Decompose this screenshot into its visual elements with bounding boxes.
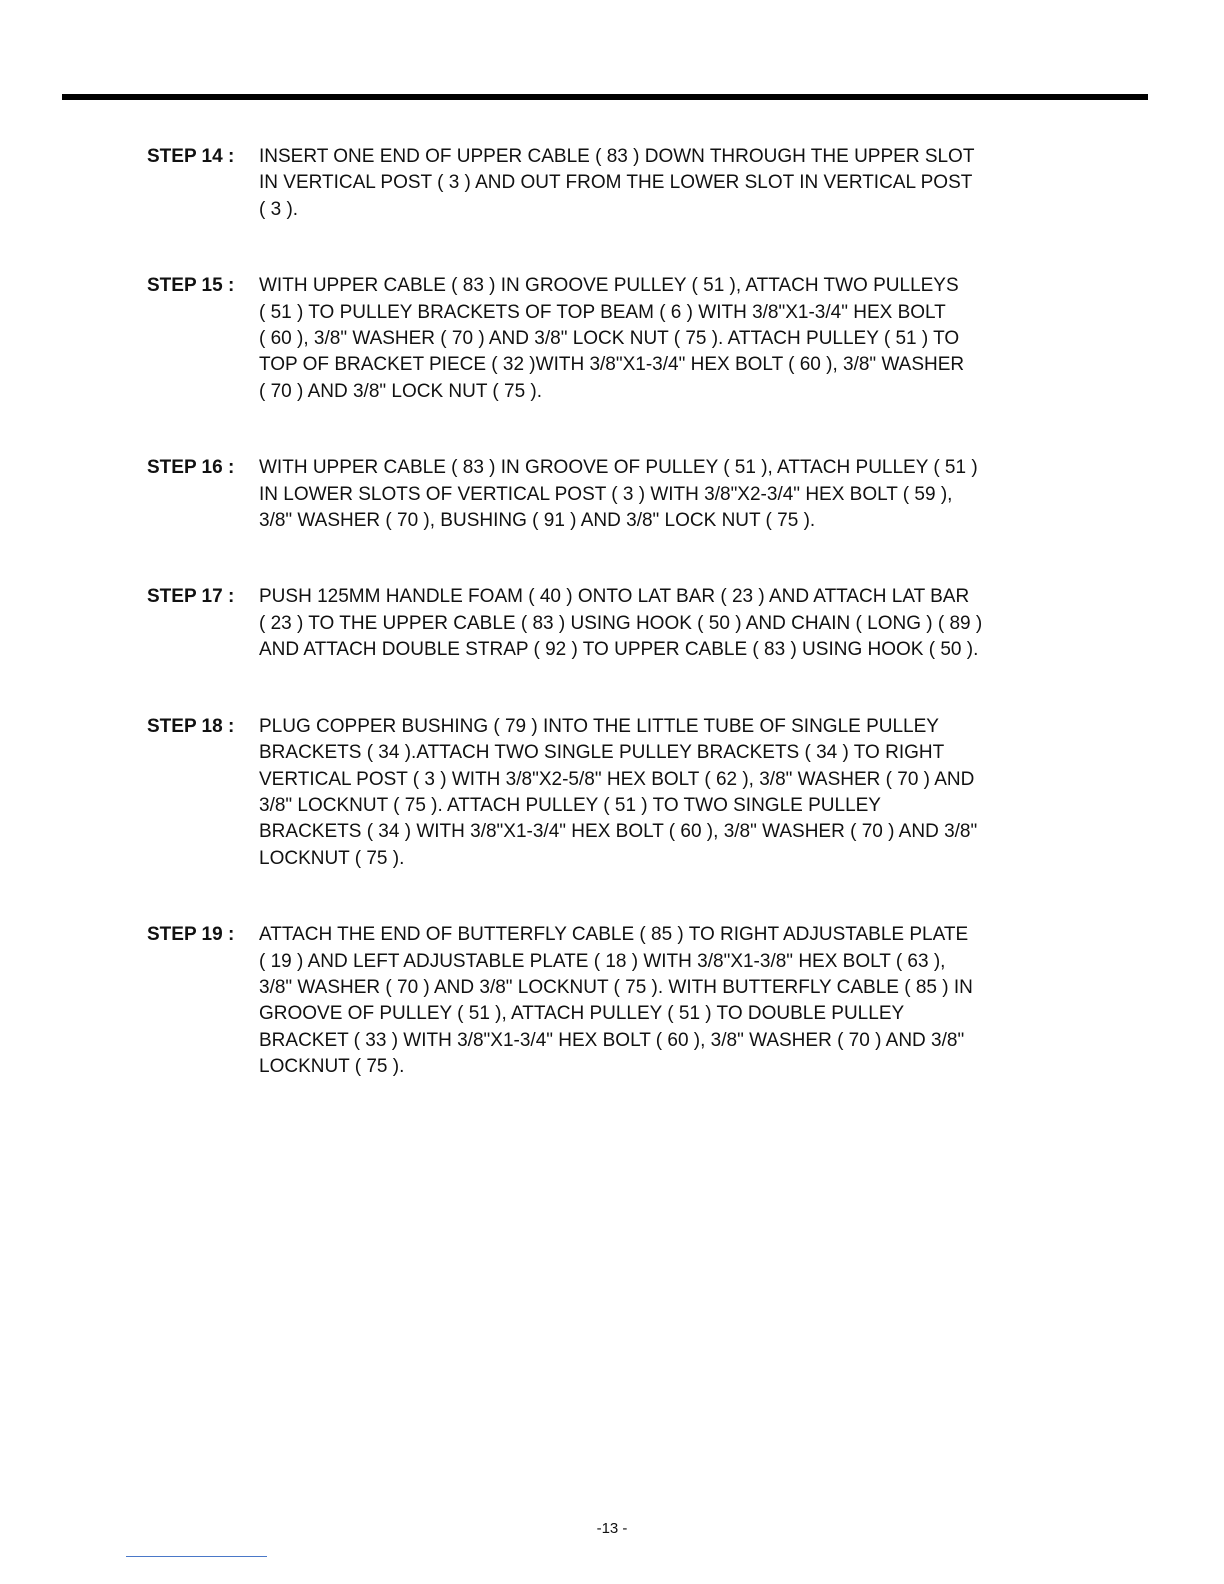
step-line: BRACKETS ( 34 ).ATTACH TWO SINGLE PULLEY BRACKETS ( 34 ) TO RIGHT: [259, 742, 945, 764]
step-14: [147, 144, 1147, 223]
step-label: STEP 15 :: [147, 275, 235, 297]
step-text: [259, 455, 1147, 534]
step-line: 3/8" WASHER ( 70 ), BUSHING ( 91 ) AND 3/8" LOCK NUT ( 75 ).: [259, 510, 816, 532]
step-line: PLUG COPPER BUSHING ( 79 ) INTO THE LITTLE TUBE OF SINGLE PULLEY: [259, 715, 939, 737]
step-line: WITH UPPER CABLE ( 83 ) IN GROOVE OF PULLEY ( 51 ), ATTACH PULLEY ( 51 ): [259, 457, 978, 479]
step-line: LOCKNUT ( 75 ).: [259, 1056, 405, 1078]
step-line: 3/8" WASHER ( 70 ) AND 3/8" LOCKNUT ( 75 ). WITH BUTTERFLY CABLE ( 85 ) IN: [259, 976, 973, 998]
step-18: [147, 714, 1147, 872]
step-text: [259, 584, 1147, 663]
step-16: [147, 455, 1147, 534]
step-line: PUSH 125MM HANDLE FOAM ( 40 ) ONTO LAT BAR ( 23 ) AND ATTACH LAT BAR: [259, 586, 970, 608]
step-line: ( 19 ) AND LEFT ADJUSTABLE PLATE ( 18 ) WITH 3/8"X1-3/8" HEX BOLT ( 63 ),: [259, 950, 946, 972]
step-line: BRACKET ( 33 ) WITH 3/8"X1-3/4" HEX BOLT ( 60 ), 3/8" WASHER ( 70 ) AND 3/8": [259, 1029, 965, 1051]
step-17: [147, 584, 1147, 663]
step-label: STEP 19 :: [147, 924, 235, 946]
step-line: INSERT ONE END OF UPPER CABLE ( 83 ) DOWN THROUGH THE UPPER SLOT: [259, 146, 975, 167]
step-label: STEP 18 :: [147, 715, 235, 737]
top-rule: [62, 94, 1148, 100]
step-line: 3/8" LOCKNUT ( 75 ). ATTACH PULLEY ( 51 ) TO TWO SINGLE PULLEY: [259, 794, 881, 816]
step-line: WITH UPPER CABLE ( 83 ) IN GROOVE PULLEY ( 51 ), ATTACH TWO PULLEYS: [259, 275, 959, 297]
step-line: AND ATTACH DOUBLE STRAP ( 92 ) TO UPPER CABLE ( 83 ) USING HOOK ( 50 ).: [259, 639, 979, 661]
steps-list: [147, 144, 1147, 1131]
step-line: ( 70 ) AND 3/8" LOCK NUT ( 75 ).: [259, 380, 543, 402]
step-15: [147, 273, 1147, 405]
step-line: IN LOWER SLOTS OF VERTICAL POST ( 3 ) WITH 3/8"X2-3/4" HEX BOLT ( 59 ),: [259, 483, 953, 505]
step-text: [259, 714, 1147, 872]
step-text: [259, 922, 1147, 1080]
step-line: IN VERTICAL POST ( 3 ) AND OUT FROM THE LOWER SLOT IN VERTICAL POST: [259, 172, 973, 194]
step-line: ( 3 ).: [259, 198, 299, 220]
step-line: TOP OF BRACKET PIECE ( 32 )WITH 3/8"X1-3/4" HEX BOLT ( 60 ), 3/8" WASHER: [259, 354, 965, 376]
step-label: STEP 17 :: [147, 586, 235, 608]
footer-link-underline: [126, 1556, 267, 1557]
step-line: VERTICAL POST ( 3 ) WITH 3/8"X2-5/8" HEX BOLT ( 62 ), 3/8" WASHER ( 70 ) AND: [259, 768, 975, 790]
step-line: BRACKETS ( 34 ) WITH 3/8"X1-3/4" HEX BOLT ( 60 ), 3/8" WASHER ( 70 ) AND 3/8": [259, 821, 978, 843]
step-line: ( 23 ) TO THE UPPER CABLE ( 83 ) USING HOOK ( 50 ) AND CHAIN ( LONG ) ( 89 ): [259, 612, 983, 634]
step-label: STEP 16 :: [147, 457, 235, 479]
step-label: STEP 14 :: [147, 146, 235, 167]
step-text: [259, 273, 1147, 405]
step-line: ATTACH THE END OF BUTTERFLY CABLE ( 85 ) TO RIGHT ADJUSTABLE PLATE: [259, 924, 969, 946]
step-19: [147, 922, 1147, 1080]
step-text: [259, 144, 1147, 223]
step-line: ( 51 ) TO PULLEY BRACKETS OF TOP BEAM ( 6 ) WITH 3/8"X1-3/4" HEX BOLT: [259, 301, 946, 323]
step-line: ( 60 ), 3/8" WASHER ( 70 ) AND 3/8" LOCK NUT ( 75 ). ATTACH PULLEY ( 51 ) TO: [259, 328, 960, 350]
step-line: GROOVE OF PULLEY ( 51 ), ATTACH PULLEY ( 51 ) TO DOUBLE PULLEY: [259, 1003, 905, 1025]
step-line: LOCKNUT ( 75 ).: [259, 847, 405, 869]
page-number: -13 -: [596, 1520, 628, 1537]
